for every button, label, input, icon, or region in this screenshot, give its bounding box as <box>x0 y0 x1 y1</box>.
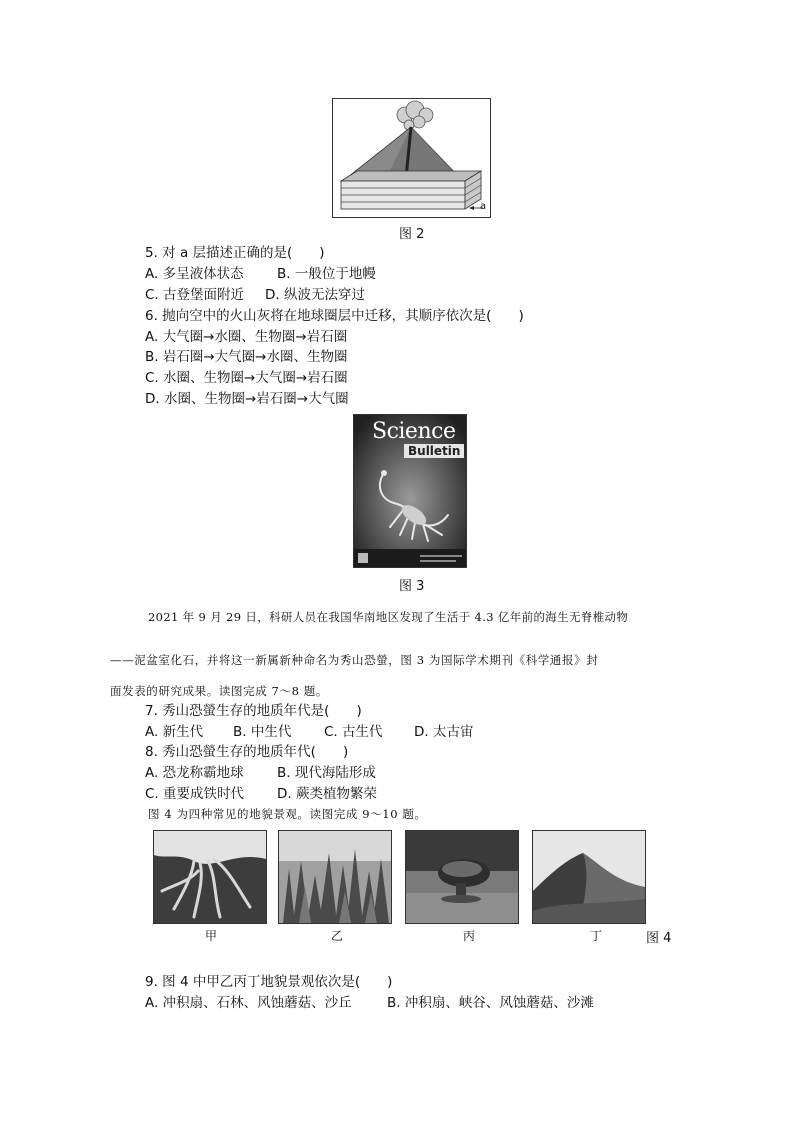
layer-a-label: a <box>480 201 487 212</box>
figure-4-label-jia: 甲 <box>205 929 218 943</box>
landform-photo-yi <box>278 830 392 924</box>
landform-photo-jia <box>153 830 267 924</box>
q5-option-a: A. 多呈液体状态 <box>145 266 244 282</box>
figure-4-intro: 图 4 为四种常见的地貌景观。读图完成 9～10 题。 <box>148 807 427 821</box>
landform-photo-bing <box>405 830 519 924</box>
cover-title-bulletin: Bulletin <box>404 444 464 458</box>
q5-option-b: B. 一般位于地幔 <box>277 266 376 282</box>
q8-option-a: A. 恐龙称霸地球 <box>145 765 244 781</box>
figure-4-label-bing: 丙 <box>463 929 476 943</box>
q5-stem: 5. 对 a 层描述正确的是( ) <box>145 245 325 261</box>
passage-line-3: 面发表的研究成果。读图完成 7～8 题。 <box>110 684 328 698</box>
q9-option-b: B. 冲积扇、峡谷、风蚀蘑菇、沙滩 <box>387 995 594 1011</box>
figure-4-caption: 图 4 <box>646 931 672 946</box>
figure-3-caption: 图 3 <box>399 579 425 594</box>
q7-stem: 7. 秀山恐螢生存的地质年代是( ) <box>145 703 362 719</box>
q8-option-c: C. 重要成铁时代 <box>145 786 245 802</box>
cover-title-science: Science <box>372 419 456 444</box>
figure-2-caption: 图 2 <box>399 227 425 242</box>
figure-4-label-yi: 乙 <box>331 929 344 943</box>
q7-option-b: B. 中生代 <box>233 724 292 740</box>
q6-option-b: B. 岩石圈→大气圈→水圈、生物圈 <box>145 349 348 365</box>
q6-option-a: A. 大气圈→水圈、生物圈→岩石圈 <box>145 329 348 345</box>
landform-photo-ding <box>532 830 646 924</box>
q7-option-c: C. 古生代 <box>324 724 383 740</box>
figure-4-label-ding: 丁 <box>590 929 603 943</box>
q7-option-a: A. 新生代 <box>145 724 204 740</box>
q9-stem: 9. 图 4 中甲乙丙丁地貌景观依次是( ) <box>145 974 393 990</box>
q5-option-d: D. 纵波无法穿过 <box>265 287 365 303</box>
q6-option-d: D. 水圈、生物圈→岩石圈→大气圈 <box>145 391 349 407</box>
q8-option-b: B. 现代海陆形成 <box>277 765 376 781</box>
volcano-figure <box>332 98 491 218</box>
q8-option-d: D. 蕨类植物繁荣 <box>277 786 377 802</box>
q5-option-c: C. 古登堡面附近 <box>145 287 245 303</box>
passage-line-2: ——泥盆室化石，并将这一新属新种命名为秀山恐螢，图 3 为国际学术期刊《科学通报》封 <box>110 653 599 667</box>
q9-option-a: A. 冲积扇、石林、风蚀蘑菇、沙丘 <box>145 995 352 1011</box>
volcano-diagram <box>333 99 490 217</box>
q6-stem: 6. 抛向空中的火山灰将在地球圈层中迁移，其顺序依次是( ) <box>145 308 524 324</box>
passage-line-1: 2021 年 9 月 29 日，科研人员在我国华南地区发现了生活于 4.3 亿年前的海生无脊椎动物 <box>148 610 629 624</box>
q7-option-d: D. 太古宙 <box>414 724 474 740</box>
q8-stem: 8. 秀山恐螢生存的地质年代( ) <box>145 744 349 760</box>
q6-option-c: C. 水圈、生物圈→大气圈→岩石圈 <box>145 370 348 386</box>
science-bulletin-cover <box>353 414 467 568</box>
